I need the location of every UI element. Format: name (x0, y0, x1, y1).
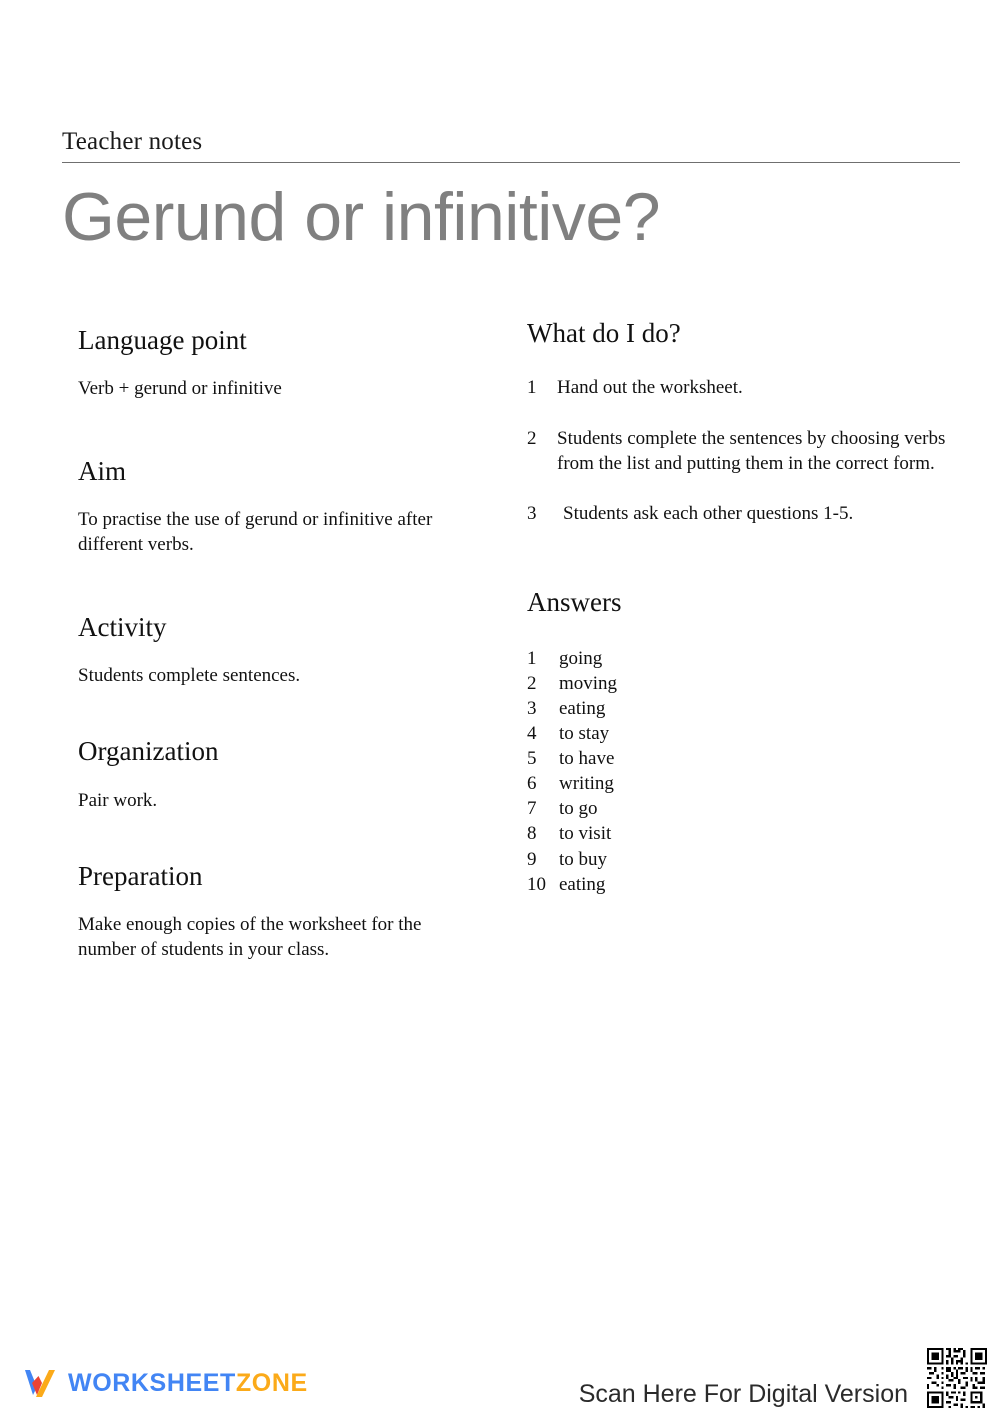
logo-wordmark (68, 1369, 308, 1398)
answer-number: 7 (527, 798, 537, 820)
section-language-point (78, 325, 478, 401)
answer-number: 8 (527, 823, 537, 845)
step-number: 3 (527, 503, 537, 525)
left-column (78, 325, 478, 962)
answer-text: going (559, 647, 603, 669)
section-heading-aim: Aim (78, 456, 127, 487)
answer-number: 6 (527, 773, 537, 795)
section-heading-what-do-i-do: What do I do? (527, 318, 681, 348)
section-body-activity: Students complete sentences. (78, 665, 301, 687)
answer-text: to stay (559, 723, 610, 745)
answer-row (527, 847, 947, 872)
section-heading-organization: Organization (78, 736, 219, 767)
answers-list (527, 646, 947, 897)
answer-row (527, 721, 947, 746)
answer-text: to visit (559, 823, 612, 845)
page-title: Gerund or infinitive? (62, 179, 661, 255)
answer-row (527, 872, 947, 897)
step-number: 1 (527, 377, 537, 399)
answer-number: 9 (527, 848, 537, 870)
answer-text: to go (559, 798, 598, 820)
logo-word-zone: ZONE (235, 1368, 308, 1397)
right-column (527, 318, 947, 897)
section-body-language-point: Verb + gerund or infinitive (78, 378, 282, 400)
answer-row (527, 746, 947, 771)
answer-text: to buy (559, 848, 608, 870)
section-heading-answers: Answers (527, 586, 622, 617)
qr-code[interactable] (922, 1343, 992, 1413)
worksheet-zone-w-mark-icon (22, 1364, 58, 1402)
answer-number: 3 (527, 698, 537, 720)
answer-text: moving (559, 672, 618, 694)
step-text: Students complete the sentences by choosing verbs from the list and putting them in the correct form. (557, 427, 946, 474)
logo-word-worksheet: WORKSHEET (68, 1368, 236, 1397)
worksheet-zone-logo[interactable] (22, 1364, 308, 1402)
section-body-aim: To practise the use of gerund or infinitive after different verbs. (78, 509, 433, 556)
instruction-step (527, 426, 947, 477)
answer-text: eating (559, 873, 606, 895)
section-heading-activity: Activity (78, 612, 167, 643)
answer-number: 5 (527, 748, 537, 770)
answer-row (527, 646, 947, 671)
answer-row (527, 796, 947, 821)
instruction-step (527, 501, 947, 526)
instruction-steps-list (527, 375, 947, 527)
answer-row (527, 671, 947, 696)
answer-number: 4 (527, 723, 537, 745)
answer-number: 1 (527, 647, 537, 669)
answer-number: 10 (527, 873, 546, 895)
teacher-notes-kicker: Teacher notes (62, 128, 203, 155)
section-heading-preparation: Preparation (78, 860, 203, 891)
answer-text: eating (559, 698, 606, 720)
scan-prompt-text: Scan Here For Digital Version (578, 1380, 908, 1408)
section-aim (78, 456, 478, 557)
section-organization (78, 736, 478, 812)
step-text: Hand out the worksheet. (557, 377, 743, 399)
answer-text: writing (559, 773, 614, 795)
section-body-organization: Pair work. (78, 789, 158, 811)
answer-row (527, 821, 947, 846)
answer-row (527, 771, 947, 796)
section-body-preparation: Make enough copies of the worksheet for the number of students in your class. (78, 913, 422, 960)
answer-row (527, 696, 947, 721)
step-number: 2 (527, 427, 537, 449)
header-divider (62, 162, 960, 163)
section-heading-language-point: Language point (78, 325, 247, 355)
instruction-step (527, 375, 947, 400)
section-preparation (78, 861, 478, 962)
answer-number: 2 (527, 672, 537, 694)
section-activity (78, 612, 478, 688)
step-text: Students ask each other questions 1-5. (563, 503, 854, 525)
answer-text: to have (559, 748, 615, 770)
